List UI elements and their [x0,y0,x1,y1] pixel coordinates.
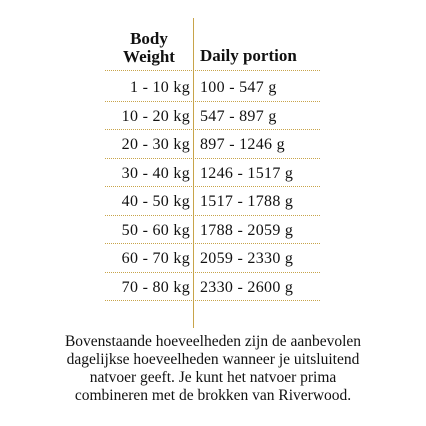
table-row [105,187,320,216]
table-row [105,244,320,273]
note-line: combineren met de brokken van Riverwood. [74,387,352,404]
table-row [105,73,320,102]
feeding-note [12,333,414,405]
row-weight: 60 - 70 kg [121,250,190,267]
note-line: dagelijkse hoeveelheden wanneer je uitsluitend [66,351,360,368]
header-daily-portion: Daily portion [200,46,297,65]
table-header [105,18,320,73]
row-portion: 547 - 897 g [200,107,277,125]
row-weight: 1 - 10 kg [129,79,190,96]
row-portion: 100 - 547 g [200,79,277,96]
row-portion: 1788 - 2059 g [200,221,294,239]
row-weight: 10 - 20 kg [121,107,190,125]
table-row [105,273,320,302]
note-line: natvoer geeft. Je kunt het natvoer prima [89,369,337,386]
header-weight-line1: Body [130,29,168,48]
row-weight: 50 - 60 kg [121,221,190,239]
table-row [105,102,320,131]
row-weight: 40 - 50 kg [121,193,190,210]
table-row [105,216,320,245]
portion-table [105,18,320,301]
row-weight: 30 - 40 kg [121,164,190,182]
row-portion: 1246 - 1517 g [200,164,294,182]
row-portion: 1517 - 1788 g [200,193,294,210]
row-weight: 70 - 80 kg [121,278,190,296]
table-row [105,130,320,159]
header-body-weight [105,30,193,66]
header-weight-line2: Weight [123,47,175,66]
table-row [105,159,320,188]
row-portion: 2330 - 2600 g [200,278,294,296]
header-rule [105,70,320,71]
row-rule [105,300,320,301]
row-weight: 20 - 30 kg [121,136,190,153]
row-portion: 897 - 1246 g [200,136,285,153]
row-portion: 2059 - 2330 g [200,250,294,267]
note-line: Bovenstaande hoeveelheden zijn de aanbevolen [64,333,362,350]
